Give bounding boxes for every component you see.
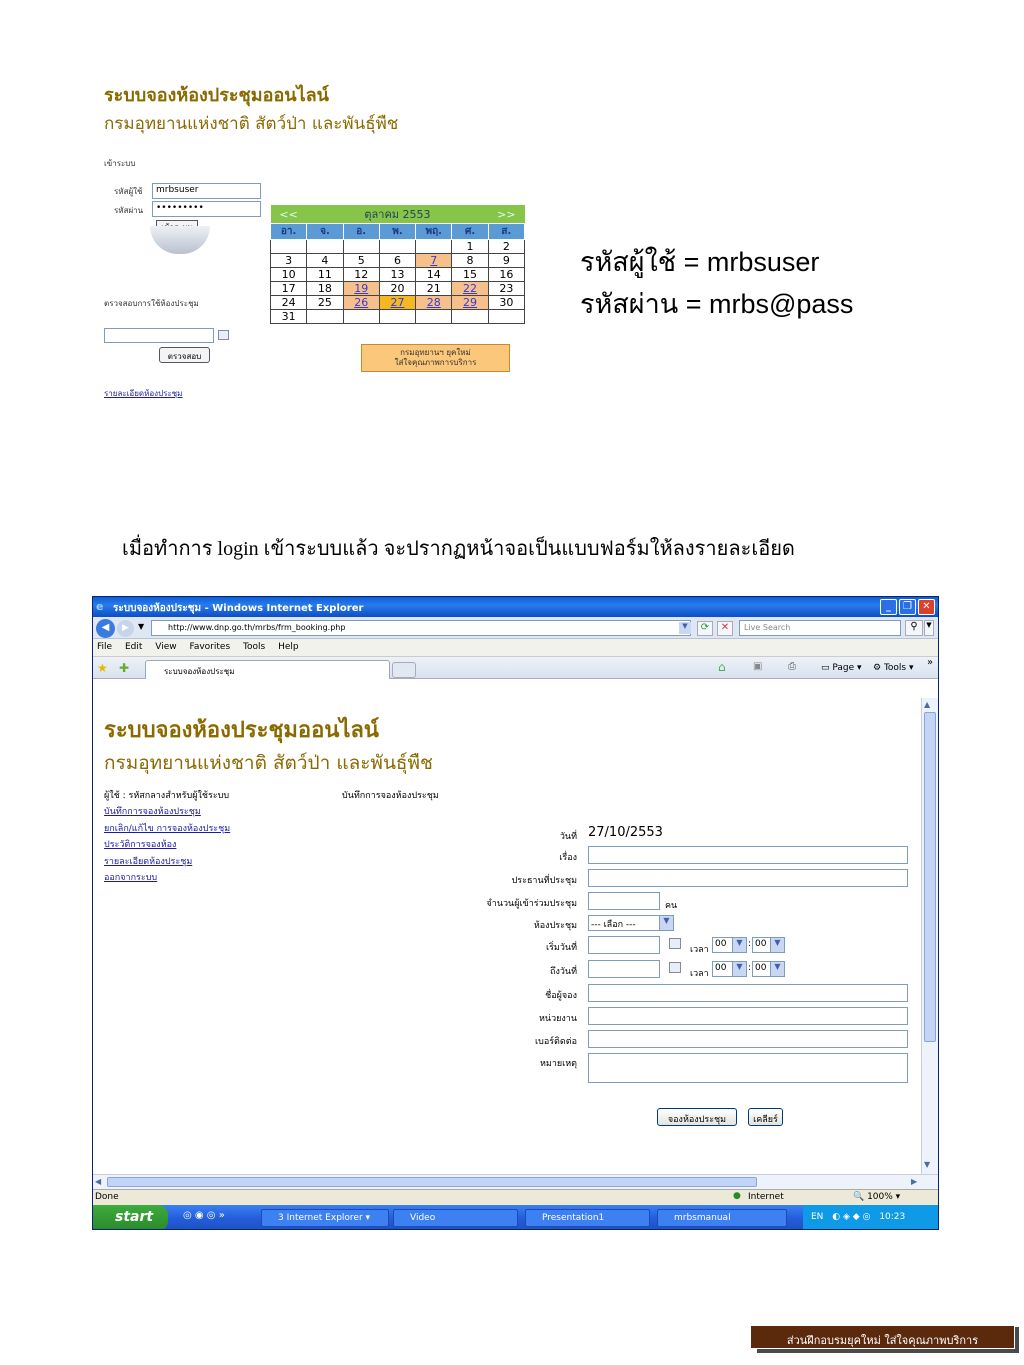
subject-field[interactable] xyxy=(588,846,908,864)
calendar-day-18: 18 xyxy=(307,282,343,296)
scroll-down-icon[interactable]: ▼ xyxy=(924,1160,931,1169)
calendar-day-11: 11 xyxy=(307,268,343,282)
menu-edit[interactable]: Edit xyxy=(124,642,143,652)
menu-help[interactable]: Help xyxy=(278,642,299,652)
refresh-icon[interactable]: ⟳ xyxy=(697,621,713,636)
new-tab-button[interactable] xyxy=(392,662,416,678)
zone-text: Internet xyxy=(748,1192,784,1202)
calendar-day-13: 13 xyxy=(379,268,415,282)
clock: 10:23 xyxy=(879,1212,906,1222)
status-text: Done xyxy=(95,1192,119,1202)
zoom-control[interactable]: 🔍 100% ▾ xyxy=(853,1192,901,1202)
tab-label: ระบบจองห้องประชุม xyxy=(164,667,235,676)
calendar-day-4: 4 xyxy=(307,254,343,268)
end-calendar-icon[interactable] xyxy=(669,962,681,973)
weekday-header: พฤ. xyxy=(416,224,452,240)
nav-logout[interactable]: ออกจากระบบ xyxy=(104,873,158,883)
chevron-down-icon: ▼ xyxy=(659,916,673,930)
nav-history[interactable]: ประวัติการจองห้อง xyxy=(104,840,177,850)
calendar-day-22[interactable]: 22 xyxy=(452,282,488,296)
user-info: ผู้ใช้ : รหัสกลางสำหรับผู้ใช้ระบบ xyxy=(104,791,230,801)
start-time-label: เวลา xyxy=(690,945,709,955)
weekday-header: ส. xyxy=(488,224,524,240)
weekday-header: อ. xyxy=(343,224,379,240)
home-icon[interactable]: ⌂ xyxy=(718,660,726,674)
stop-icon[interactable]: ✕ xyxy=(717,621,733,636)
menu-file[interactable]: File xyxy=(97,642,113,652)
calendar-day-27[interactable]: 27 xyxy=(379,296,415,310)
feeds-icon[interactable]: ▣ xyxy=(753,661,763,672)
window-title: ระบบจองห้องประชุม - Windows Internet Explorer xyxy=(113,603,364,614)
calendar-empty-cell xyxy=(271,240,307,254)
globe-icon: ● xyxy=(733,1191,741,1201)
attendees-label: จำนวนผู้เข้าร่วมประชุม xyxy=(486,899,577,909)
calendar-day-24: 24 xyxy=(271,296,307,310)
address-bar-row xyxy=(93,617,938,639)
calendar-day-16: 16 xyxy=(488,268,524,282)
start-hour-value: 00 xyxy=(715,939,727,949)
credential-pass-text: รหัสผ่าน = mrbs@pass xyxy=(580,289,854,319)
start-date-label: เริ่มวันที่ xyxy=(546,943,577,953)
print-icon[interactable]: ⎙ xyxy=(788,661,796,672)
attendees-field[interactable] xyxy=(588,892,660,910)
back-button[interactable]: ◀ xyxy=(96,619,115,638)
page-menu-label: Page xyxy=(832,663,855,673)
scroll-right-icon[interactable]: ▶ xyxy=(911,1177,918,1186)
calendar-day-1: 1 xyxy=(452,240,488,254)
attendees-unit: คน xyxy=(665,901,678,911)
footer-badge-text: ส่วนฝึกอบรมยุคใหม่ ใส่ใจคุณภาพบริการ xyxy=(750,1325,1015,1349)
zoom-value: 100% xyxy=(867,1192,893,1202)
url-text: http://www.dnp.go.th/mrbs/frm_booking.php xyxy=(168,623,346,632)
calendar-day-15: 15 xyxy=(452,268,488,282)
calendar-empty-cell xyxy=(452,310,488,324)
time-colon: : xyxy=(748,963,752,973)
calendar-day-29[interactable]: 29 xyxy=(452,296,488,310)
quick-launch-icons[interactable]: ◎ ◉ ◎ » xyxy=(183,1210,225,1221)
calendar-empty-cell xyxy=(416,240,452,254)
favorites-star-icon[interactable]: ★ xyxy=(97,661,108,675)
hscroll-thumb[interactable] xyxy=(107,1177,757,1187)
phone-field[interactable] xyxy=(588,1030,908,1048)
calendar-day-2: 2 xyxy=(488,240,524,254)
calendar-empty-cell xyxy=(379,240,415,254)
start-minute-value: 00 xyxy=(755,939,767,949)
calendar-empty-cell xyxy=(488,310,524,324)
calendar-day-28[interactable]: 28 xyxy=(416,296,452,310)
history-dropdown-icon[interactable]: ▼ xyxy=(138,622,145,631)
banner-line-2: ใส่ใจคุณภาพการบริการ xyxy=(394,358,477,367)
check-room-label: ตรวจสอบการใช้ห้องประชุม xyxy=(104,299,199,308)
caption-text: เมื่อทำการ login เข้าระบบแล้ว จะปรากฏหน้าจอเป็นแบบฟอร์มให้ลงรายละเอียด xyxy=(122,538,795,560)
end-minute-select[interactable] xyxy=(752,961,785,977)
end-minute-value: 00 xyxy=(755,963,767,973)
login-section-label: เข้าระบบ xyxy=(104,159,136,168)
calendar-day-12: 12 xyxy=(343,268,379,282)
taskbar-video[interactable] xyxy=(393,1209,518,1227)
calendar-day-7[interactable]: 7 xyxy=(416,254,452,268)
calendar-day-14: 14 xyxy=(416,268,452,282)
room-select-value: --- เลือก --- xyxy=(591,920,636,930)
tab-bar xyxy=(93,657,938,679)
start-date-field[interactable] xyxy=(588,936,660,954)
booker-label: ชื่อผู้จอง xyxy=(545,991,577,1001)
weekday-header: อา. xyxy=(271,224,307,240)
menu-tools[interactable]: Tools xyxy=(243,642,266,652)
start-hour-select[interactable] xyxy=(712,937,747,953)
menu-favorites[interactable]: Favorites xyxy=(189,642,231,652)
calendar-day-25: 25 xyxy=(307,296,343,310)
side-nav xyxy=(104,804,230,887)
chevron-down-icon: ▼ xyxy=(770,938,784,952)
search-icon[interactable]: ⚲ xyxy=(905,620,923,636)
calendar-day-5: 5 xyxy=(343,254,379,268)
keyboard-graphic xyxy=(150,226,210,254)
login-app-title: ระบบจองห้องประชุมออนไลน์ xyxy=(104,85,329,106)
end-hour-select[interactable] xyxy=(712,961,747,977)
calendar-empty-cell xyxy=(307,310,343,324)
calendar-day-31: 31 xyxy=(271,310,307,324)
taskbar xyxy=(93,1205,939,1230)
chevron-more-icon[interactable]: » xyxy=(927,657,934,668)
scroll-thumb[interactable] xyxy=(924,712,936,1042)
calendar-next[interactable]: >> xyxy=(488,205,524,224)
horizontal-scrollbar[interactable] xyxy=(93,1174,939,1189)
nav-cancel-edit[interactable]: ยกเลิก/แก้ไข การจองห้องประชุม xyxy=(104,823,231,834)
taskbar-ie-label: 3 Internet Explorer xyxy=(278,1213,363,1223)
chevron-down-icon: ▼ xyxy=(770,962,784,976)
calendar-empty-cell xyxy=(379,310,415,324)
nav-booking[interactable]: บันทึกการจองห้องประชุม xyxy=(104,807,201,817)
subject-label: เรื่อง xyxy=(559,853,577,863)
page-subtitle: กรมอุทยานแห่งชาติ สัตว์ป่า และพันธุ์พืช xyxy=(104,752,433,774)
system-tray xyxy=(803,1205,939,1230)
search-options-icon[interactable]: ▼ xyxy=(924,620,934,636)
title-bar xyxy=(93,597,938,617)
address-dropdown-icon[interactable]: ▼ xyxy=(679,622,691,634)
tools-menu[interactable]: ⚙ Tools ▾ xyxy=(873,663,914,673)
end-date-label: ถึงวันที่ xyxy=(550,967,577,977)
note-label: หมายเหตุ xyxy=(539,1059,577,1069)
page-content xyxy=(93,698,922,1174)
menu-view[interactable]: View xyxy=(155,642,177,652)
weekday-header: จ. xyxy=(307,224,343,240)
calendar-prev[interactable]: << xyxy=(271,205,307,224)
minimize-button[interactable]: _ xyxy=(880,599,897,615)
calendar-empty-cell xyxy=(307,240,343,254)
room-label: ห้องประชุม xyxy=(533,921,577,931)
login-app-subtitle: กรมอุทยานแห่งชาติ สัตว์ป่า และพันธุ์พืช xyxy=(104,114,399,134)
month-calendar xyxy=(270,205,525,324)
calendar-day-8: 8 xyxy=(452,254,488,268)
maximize-button[interactable]: ❐ xyxy=(899,599,916,615)
scroll-up-icon[interactable]: ▲ xyxy=(924,700,931,709)
calendar-day-20: 20 xyxy=(379,282,415,296)
ie-icon: e xyxy=(96,600,104,613)
submit-booking-button[interactable]: จองห้องประชุม xyxy=(657,1108,737,1126)
weekday-header: พ. xyxy=(379,224,415,240)
username-label: รหัสผู้ใช้ xyxy=(114,187,143,196)
booker-field[interactable] xyxy=(588,984,908,1002)
date-label: วันที่ xyxy=(559,832,577,842)
taskbar-mrbsmanual-label: mrbsmanual xyxy=(674,1213,731,1223)
chair-label: ประธานที่ประชุม xyxy=(511,876,577,886)
password-field[interactable]: ••••••••• xyxy=(152,201,261,217)
calendar-month: ตุลาคม 2553 xyxy=(307,205,488,224)
taskbar-ie[interactable]: 3 Internet Explorer ▾ xyxy=(261,1209,389,1227)
end-date-field[interactable] xyxy=(588,960,660,978)
tab-current[interactable] xyxy=(145,660,390,679)
menu-bar xyxy=(93,639,938,657)
weekday-header: ศ. xyxy=(452,224,488,240)
taskbar-presentation[interactable] xyxy=(525,1209,650,1227)
browser-window xyxy=(92,596,939,1230)
start-button[interactable] xyxy=(93,1205,168,1230)
address-field[interactable] xyxy=(151,620,691,636)
start-label: start xyxy=(115,1209,154,1225)
taskbar-presentation-label: Presentation1 xyxy=(542,1213,605,1223)
status-bar xyxy=(93,1189,939,1205)
calendar-day-19[interactable]: 19 xyxy=(343,282,379,296)
calendar-empty-cell xyxy=(343,240,379,254)
phone-label: เบอร์ติดต่อ xyxy=(535,1037,577,1047)
note-textarea[interactable] xyxy=(588,1053,908,1083)
page-menu[interactable]: ▭ Page ▾ xyxy=(821,663,862,673)
lang-indicator[interactable]: EN xyxy=(811,1212,824,1222)
room-details-link[interactable]: รายละเอียดห้องประชุม xyxy=(104,389,183,398)
taskbar-mrbsmanual[interactable] xyxy=(657,1209,787,1227)
calendar-day-26[interactable]: 26 xyxy=(343,296,379,310)
chair-field[interactable] xyxy=(588,869,908,887)
forward-button[interactable]: ▶ xyxy=(117,620,134,637)
calendar-day-30: 30 xyxy=(488,296,524,310)
room-select[interactable] xyxy=(588,915,674,931)
scroll-left-icon[interactable]: ◀ xyxy=(95,1177,102,1186)
calendar-banner xyxy=(361,344,510,372)
calendar-empty-cell xyxy=(343,310,379,324)
calendar-picker-icon[interactable] xyxy=(218,330,229,340)
calendar-day-21: 21 xyxy=(416,282,452,296)
calendar-day-23: 23 xyxy=(488,282,524,296)
clear-button[interactable]: เคลียร์ xyxy=(748,1108,783,1126)
credential-user-text: รหัสผู้ใช้ = mrbsuser xyxy=(580,247,820,277)
start-minute-select[interactable] xyxy=(752,937,785,953)
add-favorites-icon[interactable]: ✚ xyxy=(119,661,130,675)
tray-icons[interactable]: ◐ ◈ ◆ ◎ xyxy=(832,1212,871,1222)
date-value: 27/10/2553 xyxy=(588,825,663,840)
end-time-label: เวลา xyxy=(690,969,709,979)
calendar-day-3: 3 xyxy=(271,254,307,268)
password-label: รหัสผ่าน xyxy=(114,206,144,215)
unit-field[interactable] xyxy=(588,1007,908,1025)
search-input[interactable] xyxy=(739,620,901,636)
time-colon: : xyxy=(748,939,752,949)
calendar-day-17: 17 xyxy=(271,282,307,296)
search-placeholder: Live Search xyxy=(744,623,791,632)
banner-line-1: กรมอุทยานฯ ยุคใหม่ xyxy=(400,348,471,357)
page-title: ระบบจองห้องประชุมออนไลน์ xyxy=(104,717,379,743)
calendar-empty-cell xyxy=(416,310,452,324)
taskbar-video-label: Video xyxy=(410,1213,436,1223)
calendar-day-6: 6 xyxy=(379,254,415,268)
check-button[interactable]: ตรวจสอบ xyxy=(159,347,210,363)
calendar-day-9: 9 xyxy=(488,254,524,268)
tools-menu-label: Tools xyxy=(883,663,907,673)
calendar-day-10: 10 xyxy=(271,268,307,282)
unit-label: หน่วยงาน xyxy=(538,1014,577,1024)
start-calendar-icon[interactable] xyxy=(669,938,681,949)
end-hour-value: 00 xyxy=(715,963,727,973)
vertical-scrollbar[interactable] xyxy=(921,698,938,1174)
username-field[interactable]: mrbsuser xyxy=(152,183,261,199)
nav-room-details[interactable]: รายละเอียดห้องประชุม xyxy=(104,856,193,867)
check-date-field[interactable] xyxy=(104,328,214,343)
chevron-down-icon: ▼ xyxy=(732,962,746,976)
chevron-down-icon: ▼ xyxy=(732,938,746,952)
close-button[interactable]: ✕ xyxy=(918,599,935,615)
section-title: บันทึกการจองห้องประชุม xyxy=(342,791,439,801)
